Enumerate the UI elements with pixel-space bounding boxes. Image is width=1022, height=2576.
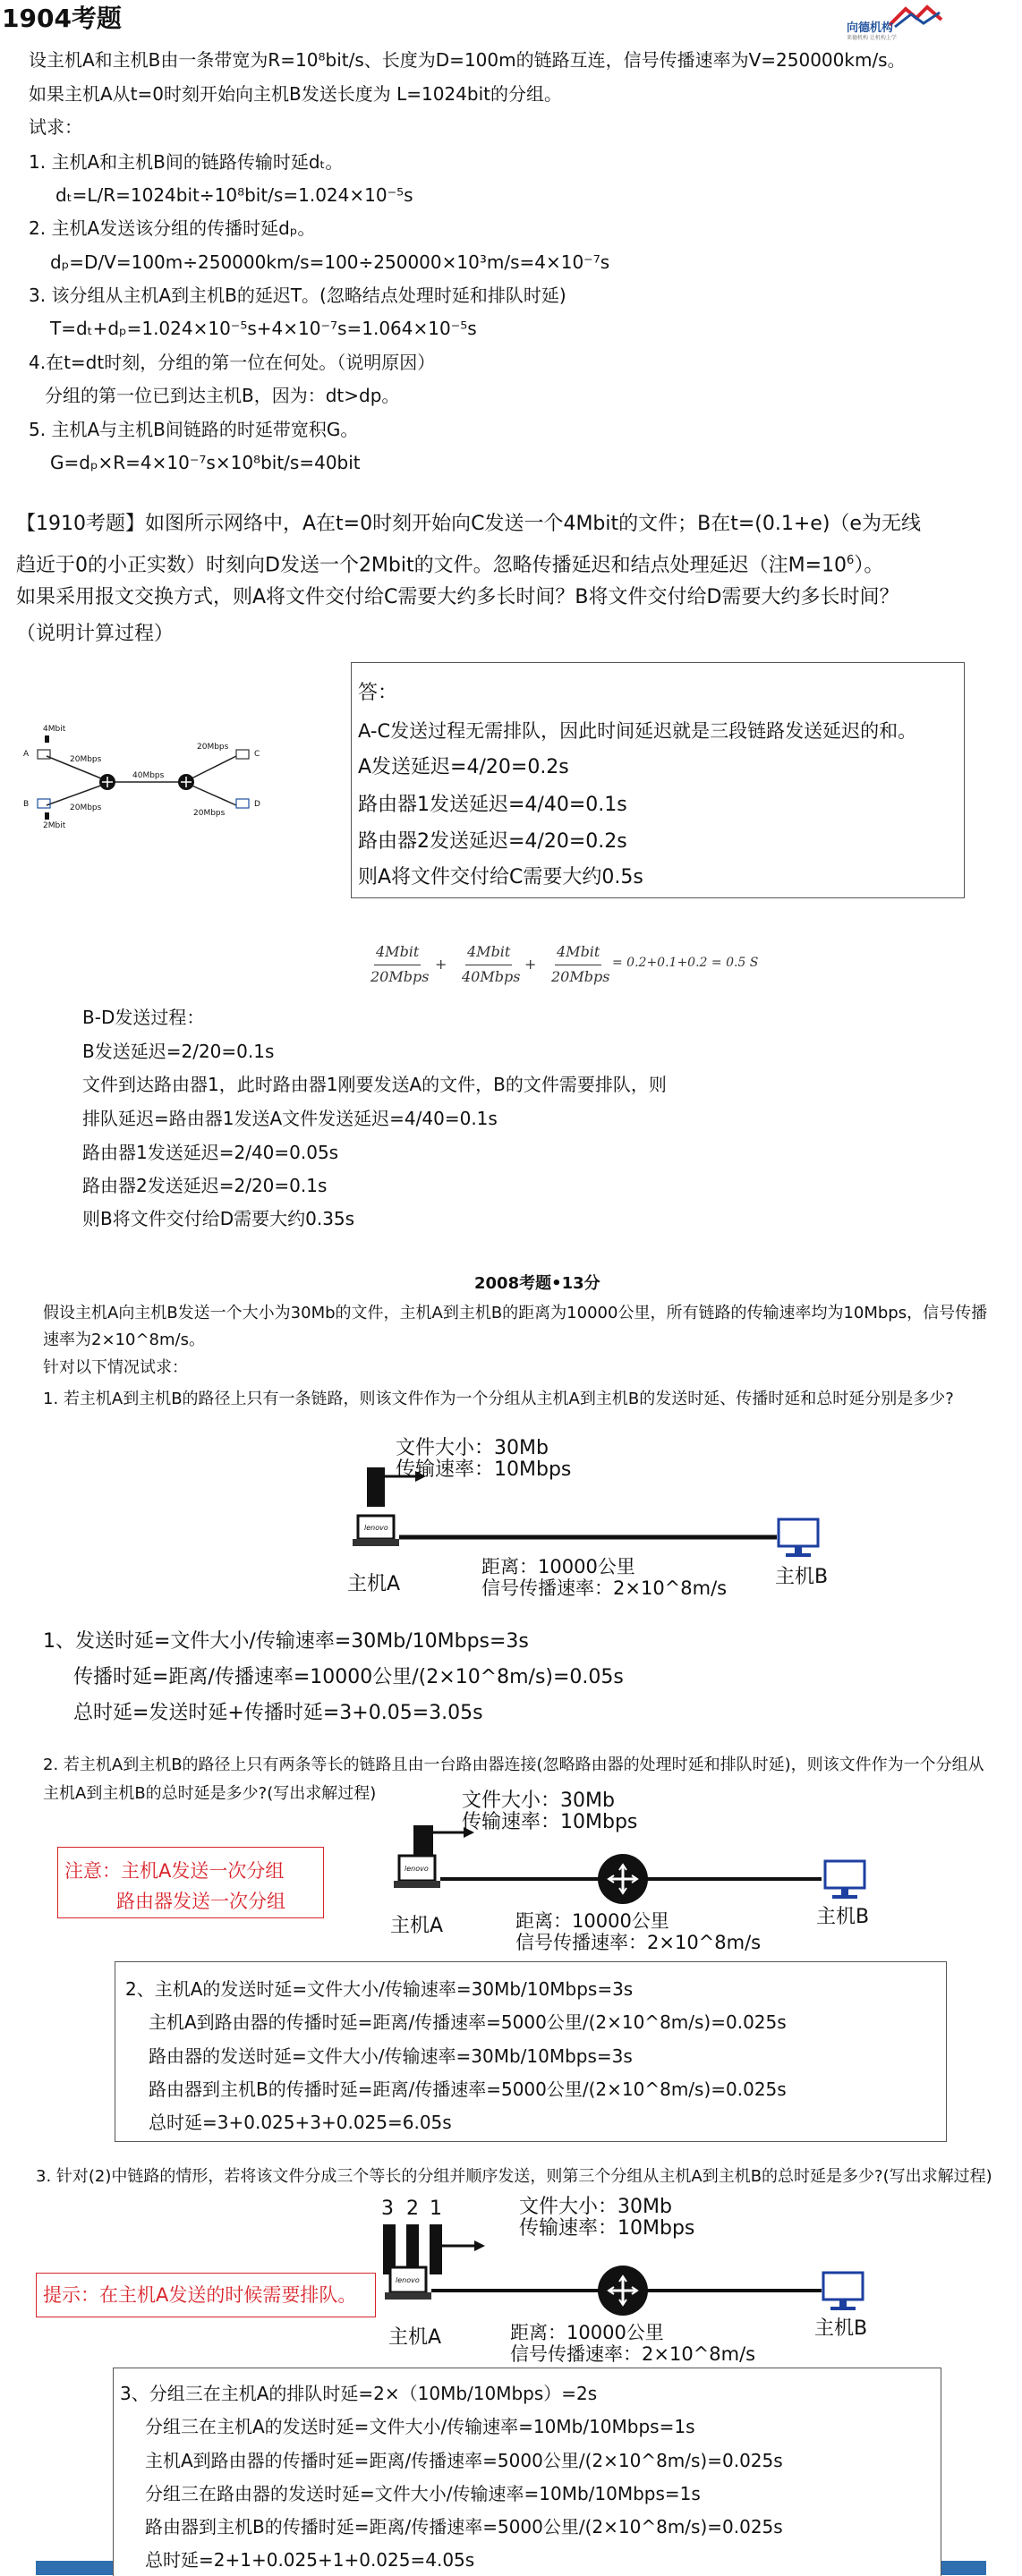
q1904-line: dₚ=D/V=100m÷250000km/s=100÷250000×10³m/s=4×10⁻⁷s [50, 251, 610, 273]
q1910-answer-line: 答： [358, 682, 398, 704]
packet-number: 3 [381, 2198, 394, 2220]
q1910-bd-line: B-D发送过程： [82, 1007, 205, 1028]
packet-number: 1 [430, 2198, 442, 2220]
host-b-label: 主机B [814, 2317, 868, 2340]
host-a-label: A [23, 750, 30, 759]
q2008-s1-answer: 传播时延=距离/传播速率=10000公里/(2×10^8m/s)=0.05s [73, 1666, 624, 1688]
router-icon [178, 774, 194, 790]
host-a-label: 主机A [390, 1915, 444, 1937]
host-b-label: 主机B [775, 1566, 829, 1588]
q2008-s2-question: 主机A到主机B的总时延是多少?(写出求解过程) [43, 1784, 377, 1803]
distance-label: 距离：10000公里 [481, 1556, 635, 1577]
q1904-line: 1. 主机A和主机B间的链路传输时延dₜ。 [29, 151, 344, 173]
file-a-label: 4Mbit [43, 725, 66, 734]
hand-numerator: 4Mbit [557, 943, 600, 960]
hand-denominator: 40Mbps [462, 968, 521, 985]
host-a-label: 主机A [388, 2326, 442, 2349]
q1904-intro-2: 如果主机A从t=0时刻开始向主机B发送长度为 L=1024bit的分组。 [29, 83, 562, 105]
router-icon [99, 774, 115, 790]
host-c-label: C [254, 750, 260, 759]
q1910-bd-line: B发送延迟=2/20=0.1s [82, 1041, 275, 1062]
link-label: 40Mbps [132, 771, 165, 780]
q1910-answer-line: 路由器1发送延迟=4/40=0.1s [358, 794, 627, 816]
handwritten-formula [367, 939, 779, 995]
s3-answer-line: 路由器到主机B的传播时延=距离/传播速率=5000公里/(2×10^8m/s)=0.025s [145, 2516, 783, 2538]
hand-result: = 0.2+0.1+0.2 = 0.5 S [612, 956, 759, 970]
host-b-label: 主机B [816, 1906, 870, 1928]
q1904-line: 5. 主机A与主机B间链路的时延带宽积G。 [29, 419, 359, 440]
packet-number: 2 [406, 2198, 419, 2220]
prop-rate-label: 信号传播速率：2×10^8m/s [510, 2343, 756, 2365]
q1904-intro-1: 设主机A和主机B由一条带宽为R=10⁸bit/s、长度为D=100m的链路互连，信号传播速率为V=250000km/s。 [29, 49, 906, 71]
q1910-answer-line: 路由器2发送延迟=4/20=0.2s [358, 830, 627, 853]
host-c-computer-icon [236, 750, 249, 759]
s2-answer-line: 2、主机A的发送时延=文件大小/传输速率=30Mb/10Mbps=3s [125, 1978, 634, 2000]
s2-note-line: 注意：主机A发送一次分组 [64, 1860, 285, 1882]
link-label: 20Mbps [70, 755, 102, 764]
arrow-icon [442, 2240, 485, 2251]
file-block-icon [367, 1467, 385, 1507]
q1904-line: 2. 主机A发送该分组的传播时延dₚ。 [29, 217, 316, 239]
s3-answer-line: 总时延=2+1+0.025+1+0.025=4.05s [145, 2549, 475, 2571]
lenovo-logo: lenovo [405, 1865, 429, 1873]
host-a-label: 主机A [347, 1573, 401, 1595]
host-b-monitor-icon [825, 1861, 864, 1899]
hand-denominator: 20Mbps [551, 968, 610, 985]
q2008-intro: 速率为2×10^8m/s。 [43, 1331, 205, 1349]
network-diagram [18, 716, 286, 841]
q1910-para: （说明计算过程） [16, 623, 175, 645]
host-d-label: D [254, 800, 260, 809]
q2008-s1-answer: 1、发送时延=文件大小/传输速率=30Mb/10Mbps=3s [43, 1630, 529, 1653]
q1910-bd-line: 路由器1发送延迟=2/40=0.05s [82, 1142, 339, 1163]
q2008-s3-question: 3. 针对(2)中链路的情形，若将该文件分成三个等长的分组并顺序发送，则第三个分组从主机A到主机B的总时延是多少?(写出求解过程) [36, 2167, 992, 2186]
router-icon [598, 1854, 648, 1904]
q2008-s2-question: 2. 若主机A到主机B的路径上只有两条等长的链路且由一台路由器连接(忽略路由器的处理时延和排队时延)，则该文件作为一个分组从 [43, 1756, 984, 1774]
tx-rate-label: 传输速率：10Mbps [462, 1811, 638, 1833]
host-b-computer-icon [38, 799, 50, 808]
host-b-monitor-icon [823, 2273, 863, 2310]
link-label: 20Mbps [70, 803, 102, 812]
figure-1 [340, 1432, 841, 1602]
q1910-para: 趋近于0的小正实数）时刻向D发送一个2Mbit的文件。忽略传播延迟和结点处理延迟（注$M=10^6$）。 [16, 554, 884, 577]
packet-1-icon [430, 2224, 442, 2274]
q2008-intro: 针对以下情况试求： [43, 1358, 188, 1377]
distance-label: 距离：10000公里 [515, 1910, 669, 1932]
q1904-line: 3. 该分组从主机A到主机B的延迟T。(忽略结点处理时延和排队时延) [29, 285, 566, 306]
q2008-title: 2008考题•13分 [474, 1274, 600, 1293]
s3-answer-line: 分组三在路由器的发送时延=文件大小/传输速率=10Mb/10Mbps=1s [145, 2483, 701, 2504]
q1904-line: 4.在t=dt时刻，分组的第一位在何处。（说明原因） [29, 352, 436, 373]
s2-answer-line: 主机A到路由器的传播时延=距离/传播速率=5000公里/(2×10^8m/s)=0.025s [149, 2011, 787, 2033]
logo-text: 向德机构 [847, 21, 894, 35]
host-b-monitor-icon [779, 1519, 818, 1557]
q1910-answer-line: A-C发送过程无需排队，因此时间延迟就是三段链路发送延迟的和。 [358, 720, 917, 742]
q2008-intro: 假设主机A向主机B发送一个大小为30Mb的文件，主机A到主机B的距离为10000公里，所有链路的传输速率均为10Mbps，信号传播 [43, 1304, 988, 1322]
s2-answer-line: 总时延=3+0.025+3+0.025=6.05s [149, 2112, 452, 2133]
q1904-line: dₜ=L/R=1024bit÷10⁸bit/s=1.024×10⁻⁵s [55, 184, 413, 206]
figure-3 [376, 2196, 895, 2366]
file-size-label: 文件大小：30Mb [396, 1437, 549, 1459]
q1910-bd-line: 路由器2发送延迟=2/20=0.1s [82, 1175, 328, 1196]
distance-label: 距离：10000公里 [510, 2322, 664, 2343]
tx-rate-label: 传输速率：10Mbps [396, 1458, 572, 1481]
s3-answer-line: 3、分组三在主机A的排队时延=2×（10Mb/10Mbps）=2s [120, 2383, 598, 2404]
s3-answer-line: 主机A到路由器的传播时延=距离/传播速率=5000公里/(2×10^8m/s)=0.025s [145, 2450, 783, 2471]
logo-mark-icon [888, 4, 943, 29]
q1910-answer-line: 则A将文件交付给C需要大约0.5s [358, 866, 643, 888]
q1904-line: T=dₜ+dₚ=1.024×10⁻⁵s+4×10⁻⁷s=1.064×10⁻⁵s [50, 318, 477, 339]
file-b-label: 2Mbit [43, 821, 66, 830]
lenovo-logo: lenovo [364, 1524, 388, 1532]
link-label: 20Mbps [197, 743, 229, 752]
q1910-para: 如果采用报文交换方式，则A将文件交付给C需要大约多长时间？B将文件交付给D需要大约多长时间？ [16, 586, 899, 608]
hand-denominator: 20Mbps [370, 968, 430, 985]
q1904-line: G=dₚ×R=4×10⁻⁷s×10⁸bit/s=40bit [50, 452, 361, 473]
figure-2 [385, 1790, 886, 1960]
prop-rate-label: 信号传播速率：2×10^8m/s [481, 1577, 728, 1599]
lenovo-logo: lenovo [396, 2276, 420, 2284]
logo [845, 4, 952, 39]
q1904-title: 1904考题 [2, 4, 122, 33]
tx-rate-label: 传输速率：10Mbps [519, 2217, 695, 2240]
q2008-s1-answer: 总时延=发送时延+传播时延=3+0.05=3.05s [73, 1702, 483, 1724]
link-label: 20Mbps [193, 809, 226, 818]
q1910-para: 【1910考题】如图所示网络中，A在t=0时刻开始向C发送一个4Mbit的文件；B在t=(0.1+e)（e为无线 [16, 513, 921, 535]
file-icon [45, 735, 49, 743]
hand-numerator: 4Mbit [467, 943, 511, 960]
file-icon [45, 812, 49, 820]
s2-answer-line: 路由器的发送时延=文件大小/传输速率=30Mb/10Mbps=3s [149, 2045, 633, 2067]
s3-note-text: 提示：在主机A发送的时候需要排队。 [43, 2284, 357, 2306]
host-d-computer-icon [236, 799, 249, 808]
file-size-label: 文件大小：30Mb [462, 1790, 615, 1812]
q1904-ask: 试求： [29, 116, 82, 138]
s2-answer-line: 路由器到主机B的传播时延=距离/传播速率=5000公里/(2×10^8m/s)=0.025s [149, 2079, 787, 2100]
q1910-answer-line: A发送延迟=4/20=0.2s [358, 756, 569, 778]
s3-answer-line: 分组三在主机A的发送时延=文件大小/传输速率=10Mb/10Mbps=1s [145, 2416, 695, 2437]
q1910-bd-line: 排队延迟=路由器1发送A文件发送延迟=4/40=0.1s [82, 1108, 498, 1129]
q2008-s1-question: 1. 若主机A到主机B的路径上只有一条链路，则该文件作为一个分组从主机A到主机B的发送时延、传播时延和总时延分别是多少? [43, 1390, 954, 1408]
s2-note-line: 路由器发送一次分组 [116, 1891, 285, 1912]
hand-plus: + [435, 956, 447, 973]
logo-subtext: 来德机构 让机构上学 [847, 35, 897, 41]
q1910-bd-line: 文件到达路由器1，此时路由器1刚要发送A的文件，B的文件需要排队，则 [82, 1074, 667, 1095]
hand-numerator: 4Mbit [376, 943, 420, 960]
file-size-label: 文件大小：30Mb [519, 2196, 672, 2218]
router-icon [598, 2266, 648, 2316]
q1904-line: 分组的第一位已到达主机B，因为：dt>dp。 [45, 385, 400, 406]
prop-rate-label: 信号传播速率：2×10^8m/s [515, 1932, 762, 1953]
q1910-bd-line: 则B将文件交付给D需要大约0.35s [82, 1208, 355, 1229]
hand-plus: + [524, 956, 537, 973]
host-b-label: B [23, 800, 30, 809]
